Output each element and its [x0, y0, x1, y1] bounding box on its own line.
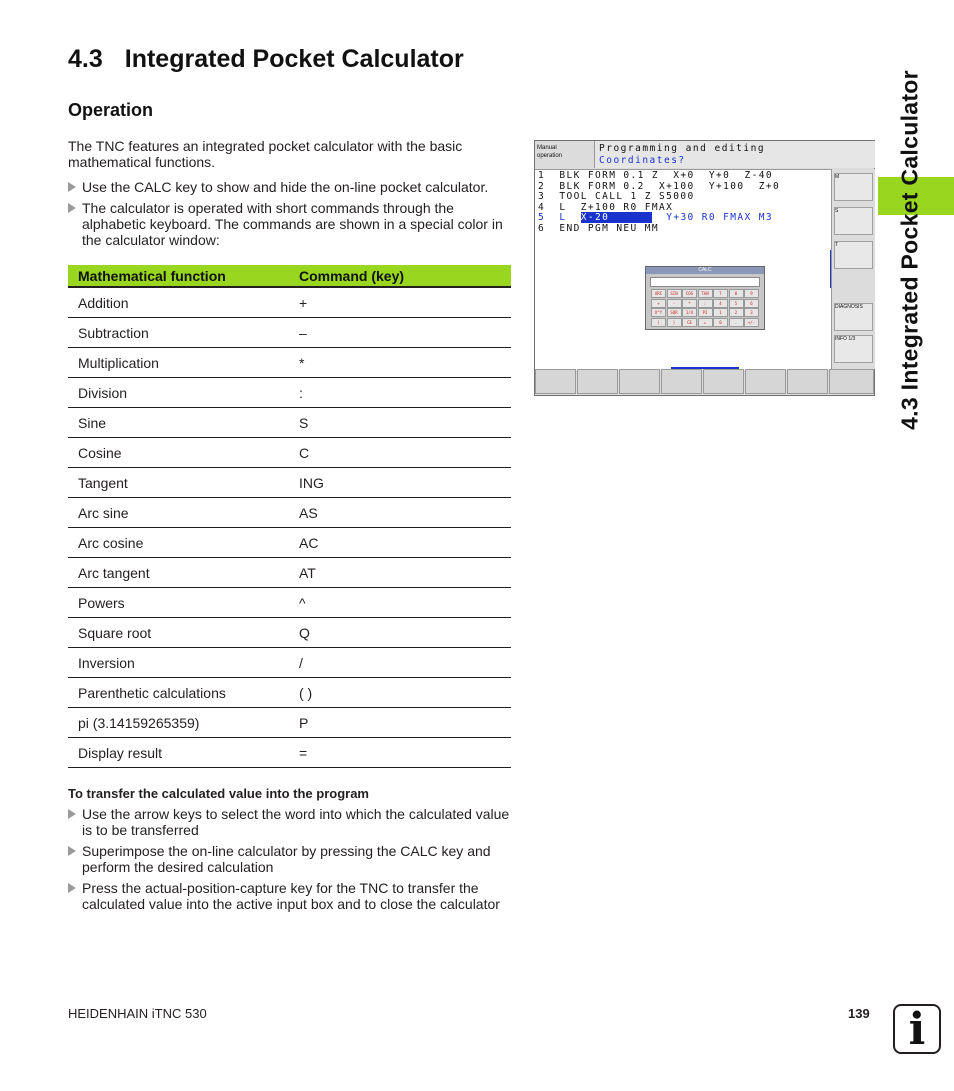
- calculator-key: 1/X: [682, 308, 697, 317]
- bullet-item: [68, 179, 513, 195]
- function-table: [68, 265, 511, 768]
- softkey: [703, 369, 744, 394]
- calculator-key: :: [698, 299, 713, 308]
- function-cell: Arc sine: [68, 498, 299, 528]
- function-cell: Tangent: [68, 468, 299, 498]
- program-window: [535, 169, 831, 370]
- table-row: [68, 708, 511, 738]
- table-row: [68, 558, 511, 588]
- command-cell: P: [299, 708, 511, 738]
- vertical-softkeys: [831, 169, 875, 369]
- program-line-active: [538, 212, 773, 223]
- bullet-text: The calculator is operated with short commands through the alphabetic keyboard. The commands are shown in a special color in the calculator window:: [82, 200, 503, 248]
- bullet-text: Use the CALC key to show and hide the on-line pocket calculator.: [82, 179, 489, 195]
- command-cell: *: [299, 348, 511, 378]
- section-number: 4.3: [68, 45, 103, 73]
- mode-line-2: operation: [537, 153, 563, 159]
- calculator-key: 6: [744, 299, 759, 308]
- calculator-key: +: [651, 299, 666, 308]
- calculator-key: 0: [713, 318, 728, 327]
- bullet-arrow-icon: [68, 203, 76, 213]
- softkey: [745, 369, 786, 394]
- side-key-t: T: [834, 241, 873, 269]
- table-row: [68, 618, 511, 648]
- calculator-key: ): [667, 318, 682, 327]
- table-row: [68, 348, 511, 378]
- mode-line-1: Manual: [537, 145, 557, 151]
- table-row: [68, 378, 511, 408]
- calculator-key: 1: [713, 308, 728, 317]
- function-cell: Arc cosine: [68, 528, 299, 558]
- command-cell: :: [299, 378, 511, 408]
- table-header-command: Command (key): [299, 265, 511, 287]
- table-row: [68, 648, 511, 678]
- function-cell: Display result: [68, 738, 299, 768]
- command-cell: +: [299, 287, 511, 318]
- command-cell: ( ): [299, 678, 511, 708]
- function-cell: Division: [68, 378, 299, 408]
- command-cell: –: [299, 318, 511, 348]
- table-row: [68, 498, 511, 528]
- footer-product: HEIDENHAIN iTNC 530: [68, 1006, 207, 1021]
- program-line: 4 L Z+100 R0 FMAX: [538, 201, 674, 213]
- calculator-key: COS: [682, 289, 697, 298]
- program-line: 2 BLK FORM 0.2 X+100 Y+100 Z+0: [538, 180, 781, 192]
- calculator-key: SQR: [667, 308, 682, 317]
- side-key-info: INFO 1/3: [834, 335, 873, 363]
- table-row: [68, 287, 511, 318]
- program-line: 1 BLK FORM 0.1 Z X+0 Y+0 Z-40: [538, 170, 773, 181]
- info-icon-glyph: i: [908, 1004, 926, 1055]
- calculator-key: (: [651, 318, 666, 327]
- bullet-arrow-icon: [68, 846, 76, 856]
- transfer-heading: To transfer the calculated value into the program: [68, 786, 369, 801]
- softkey: [577, 369, 618, 394]
- calculator-key: TAN: [698, 289, 713, 298]
- command-cell: ^: [299, 588, 511, 618]
- calculator-key: PI: [698, 308, 713, 317]
- calculator-key: X^Y: [651, 308, 666, 317]
- calculator-key: ARC: [651, 289, 666, 298]
- table-row: [68, 588, 511, 618]
- side-tab: [890, 60, 930, 440]
- transfer-step: [68, 843, 513, 875]
- side-tab-text: 4.3 Integrated Pocket Calculator: [896, 70, 923, 430]
- calculator-key: =: [698, 318, 713, 327]
- command-cell: AS: [299, 498, 511, 528]
- active-line-rest: Y+30 R0 FMAX M3: [666, 212, 773, 223]
- function-cell: Addition: [68, 287, 299, 318]
- calculator-key: -: [667, 299, 682, 308]
- calculator-display: [650, 277, 760, 287]
- calculator-key: 2: [729, 308, 744, 317]
- command-cell: /: [299, 648, 511, 678]
- calculator-key: 9: [744, 289, 759, 298]
- calculator-window: [645, 266, 765, 330]
- active-input-field: X-20: [580, 212, 610, 223]
- table-row: [68, 468, 511, 498]
- bullet-arrow-icon: [68, 182, 76, 192]
- active-line-number: 5: [538, 212, 546, 223]
- command-cell: S: [299, 408, 511, 438]
- table-row: [68, 678, 511, 708]
- calculator-key: 7: [713, 289, 728, 298]
- table-row: [68, 318, 511, 348]
- table-row: [68, 528, 511, 558]
- calculator-title: CALC: [646, 267, 764, 274]
- side-key-s: S: [834, 207, 873, 235]
- command-cell: Q: [299, 618, 511, 648]
- operating-mode: [537, 144, 562, 160]
- transfer-step: [68, 880, 513, 912]
- function-cell: Powers: [68, 588, 299, 618]
- table-row: [68, 438, 511, 468]
- calculator-key: +/-: [744, 318, 759, 327]
- program-line: 6 END PGM NEU MM: [538, 222, 660, 234]
- transfer-step-text: Superimpose the on-line calculator by pressing the CALC key and perform the desired calculation: [82, 843, 491, 875]
- function-cell: Parenthetic calculations: [68, 678, 299, 708]
- section-title-text: Integrated Pocket Calculator: [124, 45, 464, 73]
- tnc-screenshot: [534, 140, 875, 396]
- calculator-key: 8: [729, 289, 744, 298]
- side-key-m: M: [834, 173, 873, 201]
- calculator-key: .: [729, 318, 744, 327]
- header-mode-text: Programming and editing: [599, 143, 766, 154]
- command-cell: AT: [299, 558, 511, 588]
- function-cell: Multiplication: [68, 348, 299, 378]
- softkey: [535, 369, 576, 394]
- function-cell: Cosine: [68, 438, 299, 468]
- calculator-key: *: [682, 299, 697, 308]
- softkey: [829, 369, 874, 394]
- side-key-diagnosis: DIAGNOSIS: [834, 303, 873, 331]
- softkey: [787, 369, 828, 394]
- subheading: Operation: [68, 100, 154, 120]
- function-cell: Inversion: [68, 648, 299, 678]
- calculator-key: 3: [744, 308, 759, 317]
- bullet-arrow-icon: [68, 809, 76, 819]
- transfer-step-text: Use the arrow keys to select the word into which the calculated value is to be transferred: [82, 806, 510, 838]
- intro-paragraph: The TNC features an integrated pocket calculator with the basic mathematical functions.: [68, 138, 463, 170]
- softkey: [619, 369, 660, 394]
- transfer-step-text: Press the actual-position-capture key for the TNC to transfer the calculated value into the active input box and to close the calculator: [82, 880, 500, 912]
- header-prompt-text: Coordinates?: [599, 155, 686, 166]
- section-title: [68, 45, 464, 74]
- softkey: [661, 369, 702, 394]
- function-cell: pi (3.14159265359): [68, 708, 299, 738]
- function-cell: Arc tangent: [68, 558, 299, 588]
- command-cell: AC: [299, 528, 511, 558]
- command-cell: ING: [299, 468, 511, 498]
- table-row: [68, 738, 511, 768]
- table-header-row: [68, 265, 511, 287]
- page-number: 139: [848, 1006, 870, 1021]
- screen-header: [594, 141, 875, 168]
- calculator-key: 5: [729, 299, 744, 308]
- transfer-step: [68, 806, 513, 838]
- bullet-arrow-icon: [68, 883, 76, 893]
- calculator-key: 4: [713, 299, 728, 308]
- table-row: [68, 408, 511, 438]
- command-cell: C: [299, 438, 511, 468]
- function-cell: Sine: [68, 408, 299, 438]
- function-cell: Subtraction: [68, 318, 299, 348]
- active-line-command: L: [559, 212, 567, 223]
- bullet-item: [68, 200, 513, 248]
- info-icon: [893, 1004, 941, 1054]
- calculator-key: CE: [682, 318, 697, 327]
- program-line: 3 TOOL CALL 1 Z S5000: [538, 191, 695, 202]
- command-cell: =: [299, 738, 511, 768]
- table-header-function: Mathematical function: [68, 265, 299, 287]
- function-cell: Square root: [68, 618, 299, 648]
- softkey-row: [535, 369, 874, 395]
- calculator-key: SIN: [667, 289, 682, 298]
